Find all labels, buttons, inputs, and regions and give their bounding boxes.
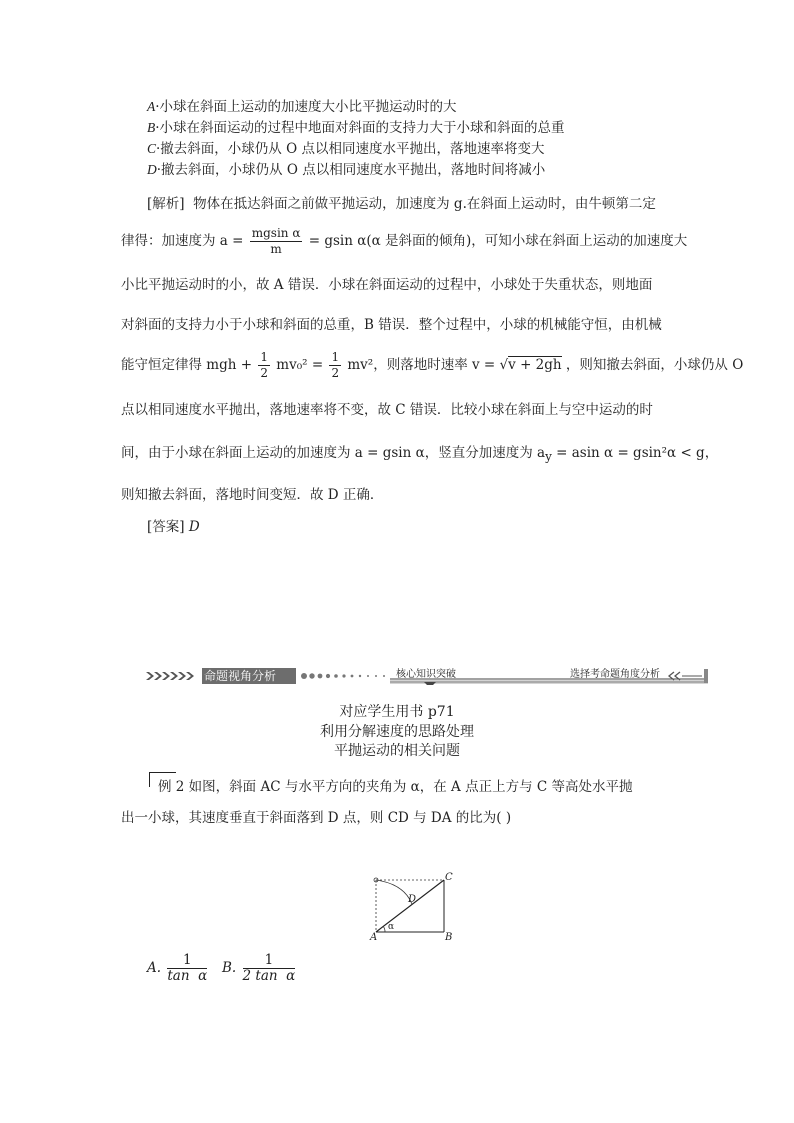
label-d: D bbox=[408, 894, 417, 905]
analysis-line-7 bbox=[121, 441, 718, 464]
analysis-line-8: 则知撤去斜面，落地时间变短．故 D 正确． bbox=[121, 487, 384, 503]
answer-value: D bbox=[188, 519, 200, 535]
fraction-numerator: mgsin α bbox=[251, 226, 301, 240]
section-ref: 对应学生用书 p71 bbox=[339, 704, 455, 720]
fraction-numerator: 1 bbox=[243, 953, 296, 969]
example-line-2: 出一小球，其速度垂直于斜面落到 D 点，则 CD 与 DA 的比为( ) bbox=[121, 810, 512, 826]
option-d bbox=[147, 160, 545, 180]
analysis-text: 间，由于小球在斜面上运动的加速度为 a = gsin α，竖直分加速度为 a bbox=[121, 445, 546, 461]
answer-label: [答案] bbox=[147, 519, 185, 535]
option-letter: B bbox=[147, 120, 156, 135]
label-c: C bbox=[445, 872, 453, 883]
fraction-denominator: 2 bbox=[331, 366, 340, 380]
label-a: A bbox=[370, 932, 378, 943]
fraction-denominator: 2 bbox=[260, 366, 268, 380]
analysis-line-6: 点以相同速度水平抛出，落地速率将不变，故 C 错误．比较小球在斜面上与空中运动的时 bbox=[121, 402, 653, 418]
analysis-text: mv₀² = bbox=[276, 357, 324, 373]
option-b bbox=[147, 118, 565, 138]
analysis-label: [解析] bbox=[147, 196, 185, 212]
option-text: ·撤去斜面，小球仍从 O 点以相同速度水平抛出，落地速率将变大 bbox=[156, 141, 545, 157]
option-letter: D bbox=[147, 162, 157, 177]
fraction-half bbox=[258, 350, 270, 381]
analysis-text: mv²，则落地时速率 v = bbox=[347, 357, 496, 373]
section-title-1: 利用分解速度的思路处理 bbox=[320, 724, 474, 740]
label-b: B bbox=[445, 932, 453, 943]
analysis-text: 律得：加速度为 a = bbox=[121, 233, 244, 249]
fraction-numerator: 1 bbox=[260, 350, 268, 364]
choice-label: B. bbox=[222, 960, 237, 976]
analysis-text: = gsin α(α 是斜面的倾角)，可知小球在斜面上运动的加速度大 bbox=[308, 233, 688, 249]
option-c bbox=[147, 139, 544, 159]
option-text: ·撤去斜面，小球仍从 O 点以相同速度水平抛出，落地时间将减小 bbox=[156, 162, 546, 178]
section-title-2: 平抛运动的相关问题 bbox=[334, 743, 460, 759]
example-line-1: 例 2 如图，斜面 AC 与水平方向的夹角为 α，在 A 点正上方与 C 等高处水平抛 bbox=[158, 779, 633, 795]
choice-a bbox=[147, 953, 209, 984]
choice-a-fraction bbox=[167, 953, 207, 984]
analysis-text: = asin α = gsin²α < g， bbox=[556, 445, 719, 461]
fraction-numerator: 1 bbox=[167, 953, 207, 969]
fraction-denominator: 2 tan α bbox=[242, 968, 296, 984]
banner-left-label: 命题视角分析 bbox=[204, 669, 277, 683]
fraction-denominator: tan α bbox=[167, 968, 208, 984]
fraction-denominator: m bbox=[270, 242, 282, 256]
choice-b bbox=[222, 953, 297, 984]
label-alpha: α bbox=[388, 922, 395, 932]
subscript-y: y bbox=[545, 449, 552, 464]
option-text: ·小球在斜面上运动的加速度大小比平抛运动时的大 bbox=[155, 99, 457, 115]
option-a bbox=[147, 97, 457, 117]
analysis-line-2 bbox=[121, 226, 687, 257]
choice-b-fraction bbox=[243, 953, 296, 984]
analysis-text: 物体在抵达斜面之前做平抛运动，加速度为 g.在斜面上运动时，由牛顿第二定 bbox=[193, 196, 656, 212]
fraction-half bbox=[329, 350, 341, 381]
analysis-text: ，则知撤去斜面，小球仍从 O bbox=[565, 357, 744, 373]
banner-middle-label: 核心知识突破 bbox=[396, 669, 456, 680]
section-banner bbox=[146, 667, 708, 685]
banner-right-label: 选择考命题角度分析 bbox=[570, 669, 660, 680]
analysis-line-4: 对斜面的支持力小于小球和斜面的总重，B 错误．整个过程中，小球的机械能守恒，由机械 bbox=[121, 317, 662, 333]
option-text: ·小球在斜面运动的过程中地面对斜面的支持力大于小球和斜面的总重 bbox=[155, 120, 565, 136]
analysis-text: 能守恒定律得 mgh + bbox=[121, 357, 253, 373]
choice-label: A. bbox=[147, 960, 162, 976]
answer bbox=[147, 515, 200, 535]
analysis-line-3: 小比平抛运动时的小，故 A 错误．小球在斜面运动的过程中，小球处于失重状态，则地面 bbox=[121, 277, 653, 293]
fraction-mg-sin-over-m bbox=[250, 226, 303, 257]
analysis-line-1 bbox=[147, 192, 656, 212]
sqrt-radicand: v + 2gh bbox=[508, 357, 562, 373]
option-letter: A bbox=[147, 99, 156, 114]
analysis-line-5 bbox=[121, 350, 743, 381]
incline-figure bbox=[368, 872, 460, 942]
option-letter: C bbox=[147, 141, 157, 156]
fraction-numerator: 1 bbox=[331, 350, 340, 364]
sqrt-icon: √ bbox=[499, 357, 509, 373]
